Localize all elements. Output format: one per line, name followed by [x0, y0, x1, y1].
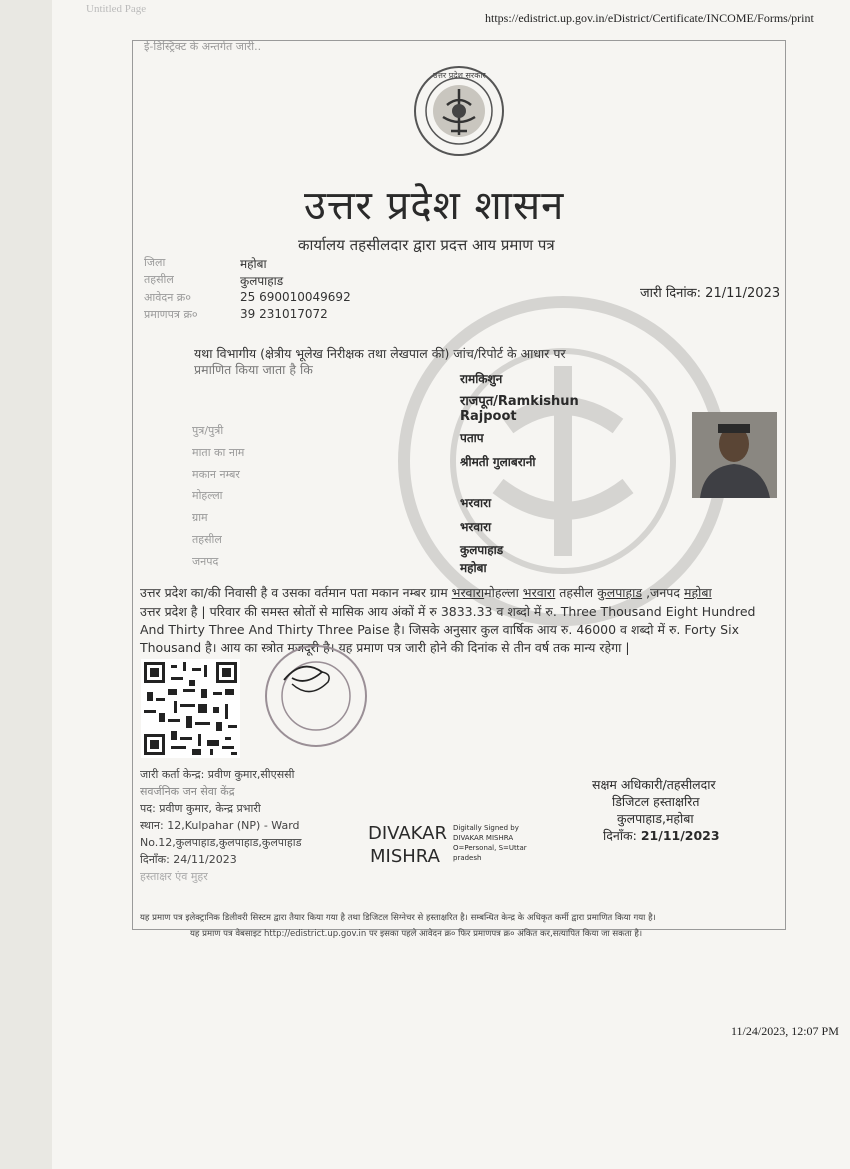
- locality-value: भरवारा: [460, 496, 492, 510]
- body-text: उत्तर प्रदेश का/की निवासी है व उसका वर्तमान पता मकान नम्बर ग्राम: [140, 585, 452, 600]
- intro-line-2: प्रमाणित किया जाता है कि: [194, 362, 313, 377]
- body-line-2: उत्तर प्रदेश है | परिवार की समस्त स्रोतों से मासिक आय अंकों में रु 3833.33 व शब्दो में रु. Three Thousand Eight Hundred: [140, 604, 756, 619]
- village-label: ग्राम: [192, 511, 208, 524]
- authority-date-label: दिनाँक:: [603, 828, 637, 843]
- certificate-title: उत्तर प्रदेश शासन: [304, 183, 565, 229]
- person-name: रामकिशुन: [460, 372, 503, 386]
- district-value: महोबा: [460, 561, 487, 575]
- body-village: भरवारा: [451, 585, 485, 600]
- body-line-1: [140, 584, 712, 601]
- father-label: पुत्र/पुत्री: [192, 424, 224, 437]
- person-name-en-1: राजपूत/Ramkishun: [460, 394, 579, 409]
- meta-certificate-label: प्रमाणपत्र क्र०: [144, 308, 198, 321]
- issue-date: जारी दिनांक: 21/11/2023: [640, 286, 781, 301]
- dig-sig-line-2: DIVAKAR MISHRA: [453, 834, 514, 842]
- person-name-en-2: Rajpoot: [460, 409, 517, 424]
- tehsil-value: कुलपाहाड: [460, 543, 504, 557]
- body-district: महोबा: [683, 585, 712, 600]
- intro-line-1: यथा विभागीय (क्षेत्रीय भूलेख निरीक्षक तथा लेखपाल की) जांच/रिपोर्ट के आधार पर: [194, 346, 566, 361]
- dig-sig-line-3: O=Personal, S=Uttar: [453, 844, 527, 852]
- print-timestamp: 11/24/2023, 12:07 PM: [731, 1024, 839, 1038]
- signer-name-2: MISHRA: [370, 846, 440, 867]
- authority-line-2: डिजिटल हस्ताक्षरित: [612, 794, 700, 809]
- body-locality: भरवारा: [522, 585, 556, 600]
- footer-line-1: यह प्रमाण पत्र इलेक्ट्रानिक डिलीवरी सिस्टम द्वारा तैयार किया गया है तथा डिजिटल सिग्नेचर से हस्ताक्षरित है। सम्बन्धित केन्द्र के अधिकृत कर्मी द्वारा प्रमाणित किया गया है।: [140, 913, 656, 923]
- qr-code: [141, 659, 240, 758]
- issuer-line-3: पद: प्रवीण कुमार, केन्द्र प्रभारी: [140, 802, 261, 815]
- issuer-line-1: जारी कर्ता केन्द्र: प्रवीण कुमार,सीएससी: [140, 768, 295, 781]
- meta-district-label: जिला: [144, 256, 166, 269]
- authority-date-value: 21/11/2023: [640, 828, 720, 843]
- meta-certificate-value: 39 231017072: [240, 307, 328, 321]
- body-tehsil: कुलपाहाड: [597, 585, 643, 600]
- office-stamp: [262, 642, 370, 750]
- issuer-line-7: हस्ताक्षर एंव मुहर: [140, 870, 208, 883]
- signer-name-1: DIVAKAR: [368, 823, 447, 844]
- meta-application-label: आवेदन क्र०: [144, 291, 191, 304]
- issuer-line-5: No.12,कुलपाहाड,कुलपाहाड,कुलपाहाड: [140, 836, 302, 849]
- body-line-4: Thousand है। आय का स्त्रोत मजदूरी है। यह प्रमाण पत्र जारी होने की दिनांक से तीन वर्ष तक मान्य रहेगा |: [140, 640, 630, 655]
- body-text: तहसील: [555, 585, 598, 600]
- father-value: पताप: [460, 431, 484, 445]
- footer-line-2: यह प्रमाण पत्र वेबसाइट http://edistrict.up.gov.in पर इसका पहले आवेदन क्र० फिर प्रमाणपत्र क्र० अंकित कर,सत्यापित किया जा सकता है।: [190, 929, 643, 939]
- body-text: मोहल्ला: [484, 585, 523, 600]
- locality-label: मोहल्ला: [192, 489, 223, 502]
- mother-value: श्रीमती गुलाबरानी: [460, 455, 536, 469]
- dig-sig-line-1: Digitally Signed by: [453, 824, 519, 832]
- meta-application-value: 25 690010049692: [240, 290, 351, 304]
- browser-tab-title: Untitled Page: [86, 3, 147, 15]
- tehsil-label: तहसील: [192, 533, 222, 546]
- village-value: भरवारा: [460, 520, 492, 534]
- meta-tehsil-value: कुलपाहाड: [240, 274, 284, 288]
- header-note: ई-डिस्ट्रिक्ट के अन्तर्गत जारी..: [144, 40, 262, 53]
- issuer-line-4: स्थान: 12,Kulpahar (NP) - Ward: [140, 819, 300, 832]
- authority-line-1: सक्षम अधिकारी/तहसीलदार: [592, 777, 716, 792]
- district-label: जनपद: [192, 555, 219, 568]
- authority-line-4: [603, 827, 720, 844]
- meta-district-value: महोबा: [240, 257, 267, 271]
- issuer-line-2: सवर्जनिक जन सेवा केंद्र: [140, 785, 235, 798]
- authority-line-3: कुलपाहाड,महोबा: [617, 811, 694, 826]
- applicant-photo: [692, 412, 777, 498]
- issuer-line-6: दिनाँक: 24/11/2023: [140, 853, 237, 866]
- meta-tehsil-label: तहसील: [144, 273, 174, 286]
- body-line-3: And Thirty Three And Thirty Three Paise है। जिसके अनुसार कुल वार्षिक आय रु. 46000 व शब्दो में रु. Forty Six: [140, 622, 739, 637]
- body-text: ,जनपद: [642, 585, 684, 600]
- certificate-subtitle: कार्यालय तहसीलदार द्वारा प्रदत्त आय प्रमाण पत्र: [298, 236, 555, 254]
- house-label: मकान नम्बर: [192, 468, 240, 481]
- dig-sig-line-4: pradesh: [453, 854, 482, 862]
- mother-label: माता का नाम: [192, 446, 245, 459]
- browser-url: https://edistrict.up.gov.in/eDistrict/Certificate/INCOME/Forms/print: [485, 11, 814, 25]
- emblem-text: उत्तर प्रदेश सरकार: [433, 71, 486, 80]
